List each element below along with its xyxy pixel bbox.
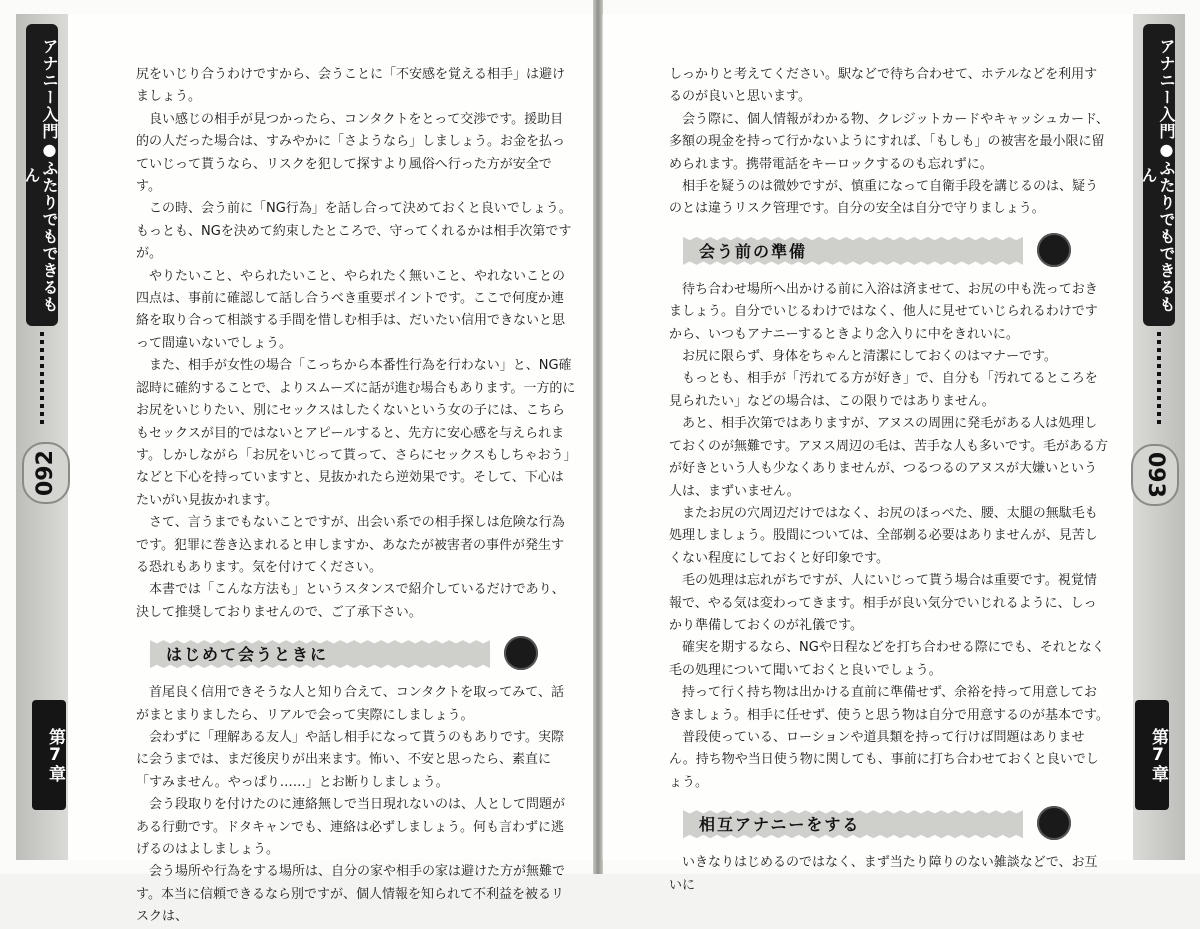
body-paragraph: しっかりと考えてください。駅などで待ち合わせて、ホテルなどを利用するのが良いと思います。 [669,67,1098,105]
section-heading-mutual [669,806,1109,840]
right-paragraphs-mid [669,279,1109,794]
heading-circle-icon [1037,233,1071,267]
section-heading-preparation [669,233,1109,267]
heading-circle-icon [504,636,538,670]
chapter-tab-left: 第7章 [32,700,66,810]
body-paragraph: 会う場所や行為をする場所は、自分の家や相手の家は避けた方が無難です。本当に信頼できるなら別ですが、個人情報を知られて不利益を被るリスクは、 [136,864,566,925]
left-page [16,14,595,925]
left-paragraphs-before [136,64,576,624]
body-paragraph: 会う際に、個人情報がわかる物、クレジットカードやキャッシュカード、多額の現金を持って行かないようにすれば、「もしも」の被害を最小限に留められます。携帯電話をキーロックするのも忘れずに。 [669,111,1109,172]
body-paragraph: あと、相手次第ではありますが、アヌスの周囲に発毛がある人は処理しておくのが無難です。アヌス周辺の毛は、苦手な人も多いです。毛がある方が好きという人も少なくありませんが、つるつるのアヌスが大嫌いという人は、まずいません。 [669,416,1109,499]
body-paragraph: 確実を期するなら、NGや日程などを打ち合わせる際にでも、それとなく毛の処理について聞いておくと良いでしょう。 [669,640,1105,678]
body-paragraph: 会う段取りを付けたのに連絡無しで当日現れないのは、人として問題がある行動です。ドタキャンでも、連絡は必ずしましょう。何も言わずに逃げるのはよしましょう。 [136,797,566,857]
heading-text: 相互アナニーをする [699,815,861,835]
running-title-left: アナニー入門●ふたりでもできるもん [26,24,58,326]
body-paragraph: やりたいこと、やられたいこと、やられたく無いこと、やれないことの四点は、事前に確認して話し合うべき重要ポイントです。ここで何度か連絡を取り合って相談する手間を惜しむ相手は、だいたい信用できないと思って間違いないでしょう。 [136,268,566,351]
body-paragraph: 首尾良く信用できそうな人と知り合えて、コンタクトを取ってみて、話がまとまりましたら、リアルで会って実際にしましょう。 [136,685,564,723]
page-number-left: 092 [22,442,70,504]
running-title-right: アナニー入門●ふたりでもできるもん [1143,24,1175,326]
body-paragraph: 良い感じの相手が見つかったら、コンタクトをとって交渉です。援助目的の人だった場合は、すみやかに「さようなら」しましょう。お金を払っていじって貰うなら、リスクを犯して探すより風俗へ行った方が安全です。 [136,111,566,195]
body-paragraph: 普段使っている、ローションや道具類を持って行けば問題はありません。持ち物や当日使う物に関しても、事前に打ち合わせておくと良いでしょう。 [669,729,1099,790]
left-paragraphs-after [136,682,576,928]
body-paragraph: またお尻の穴周辺だけではなく、お尻のほっぺた、腰、太腿の無駄毛も処理しましょう。股間については、全部剃る必要はありませんが、見苦しくない程度にしておくと好印象です。 [669,505,1098,566]
body-paragraph: もっとも、相手が「汚れてる方が好き」で、自分も「汚れてるところを見られたい」などの場合は、この限りではありません。 [669,371,1098,409]
right-text-column [669,64,1109,897]
body-paragraph: さて、言うまでもないことですが、出会い系での相手探しは危険な行為です。犯罪に巻き込まれると申しますか、あなたが被害者の事件が発生する恐れもあります。気を付けてください。 [136,515,565,575]
body-paragraph: 会わずに「理解ある友人」や話し相手になって貰うのもありです。実際に会うまでは、まだ後戻りが出来ます。怖い、不安と思ったら、素直に「すみません。やっぱり……」とお断りしましょう。 [136,729,564,790]
right-paragraphs-after [669,852,1109,897]
body-paragraph: 持って行く持ち物は出かける直前に準備せず、余裕を持って用意しておきましょう。相手に任せず、使うと思う物は自分で用意するのが基本です。 [669,685,1109,723]
section-heading-meeting-first [136,636,576,670]
body-paragraph: 尻をいじり合うわけですから、会うことに「不安感を覚える相手」は避けましょう。 [136,67,566,105]
heading-circle-icon [1037,806,1071,840]
dotted-line-right [1157,332,1161,428]
right-paragraphs-before [669,64,1109,221]
body-paragraph: 本書では「こんな方法も」というスタンスで紹介しているだけであり、決して推奨しておりませんので、ご了承下さい。 [136,582,565,620]
body-paragraph: お尻に限らず、身体をちゃんと清潔にしておくのはマナーです。 [682,349,1057,365]
body-paragraph: また、相手が女性の場合「こっちから本番性行為を行わない」と、NG確認時に確約することで、よりスムーズに話が進む場合もあります。一方的にお尻をいじりたい、別にセックスはしたくないという女の子には、こちらもセックスが目的ではないとアピールすると、先方に安心感を与えられます。しかしながら「お尻をいじって貰って、さらにセックスもしちゃおう」などと下心を持っていますと、見抜かれたら逆効果です。そして、下心はたいがい見抜かれます。 [136,358,576,508]
heading-text: はじめて会うときに [166,645,329,665]
dotted-line-left [40,332,44,428]
page-number-right: 093 [1131,444,1179,506]
body-paragraph: この時、会う前に「NG行為」を話し合って決めておくと良いでしょう。もっとも、NGを決めて約束したところで、守ってくれるかは相手次第ですが。 [136,201,572,262]
body-paragraph: 相手を疑うのは微妙ですが、慎重になって自衛手段を講じるのは、疑うのとは違うリスク管理です。自分の安全は自分で守りましょう。 [669,179,1099,217]
body-paragraph: いきなりはじめるのではなく、まず当たり障りのない雑談などで、お互いに [669,855,1098,893]
left-text-column [136,64,576,929]
body-paragraph: 毛の処理は忘れがちですが、人にいじって貰う場合は重要です。視覚情報で、やる気は変わってきます。相手が良い気分でいじれるように、しっかり準備しておくのが礼儀です。 [669,573,1097,633]
body-paragraph: 待ち合わせ場所へ出かける前に入浴は済ませて、お尻の中も洗っておきましょう。自分でいじるわけではなく、他人に見せていじられるわけですから、いつもアナニーするときより念入りに中をきれいに。 [669,281,1098,342]
heading-text: 会う前の準備 [699,241,808,261]
right-page [602,14,1185,893]
chapter-tab-right: 第7章 [1135,700,1169,810]
